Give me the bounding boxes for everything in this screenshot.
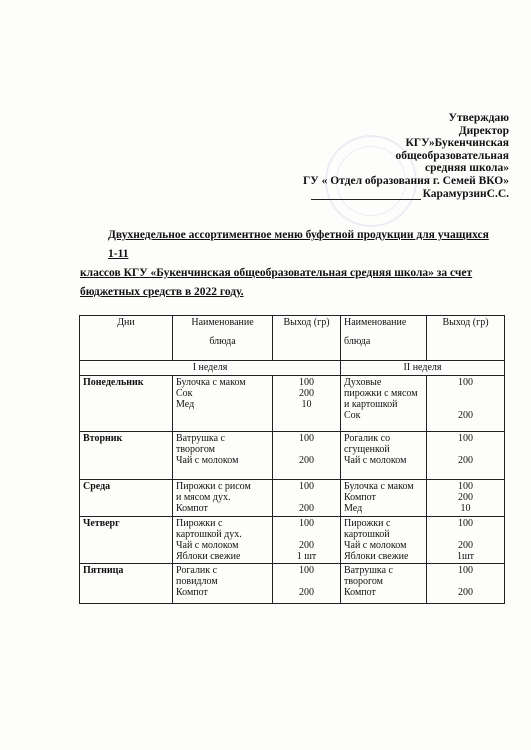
week1-output-line: 10 [301,399,312,410]
approval-line: Директор [458,124,509,137]
signer-name: КарамурзинС.С. [422,187,509,200]
week1-dish-line: Пирожки с [176,518,223,529]
day-cell [80,517,173,564]
week1-output-line [276,444,337,455]
week2-dish-line: Пирожки с [344,518,391,529]
day-label: Среда [83,481,111,492]
day-cell [80,480,173,517]
week1-dish-line: Булочка с маком [176,377,246,388]
week2-output-line: 100 [458,481,473,492]
week2-output [427,376,505,432]
week2-output-line: 100 [458,433,473,444]
approval-line: общеобразовательная [395,149,509,162]
week2-dish-line: творогом [344,576,384,587]
approval-line: средняя школа» [425,162,509,175]
week2-output [427,517,505,564]
menu-row [80,480,505,517]
week2-dish-line: Чай с молоком [344,455,407,466]
week2-output-line: 200 [458,455,473,466]
week1-dish [173,564,273,604]
approval-line: КГУ»Букенчинская [405,137,509,150]
week1-output-line: 100 [299,518,314,529]
menu-table [79,315,505,604]
week2-dish-line: Сок [344,410,361,421]
week2-output-line: 100 [458,565,473,576]
week1-output-line [276,576,337,587]
week2-output-line: 1шт [456,551,475,562]
week-row [80,361,505,376]
day-label: Вторник [83,433,123,444]
week2-output-line [430,388,501,399]
approval-line: Утверждаю [448,112,509,124]
week2-dish-line: Компот [344,492,376,503]
week1-dish-line: Мед [176,399,195,410]
week1-output-line: 1 шт [296,551,317,562]
title-line-2: классов КГУ «Букенчинская общеобразовательная средняя школа» за счет [80,267,473,279]
week1-output-line: 200 [299,455,314,466]
week2-dish-line: Ватрушка с [344,565,393,576]
document-title [80,226,490,302]
week2-output-line: 10 [460,503,471,514]
title-line-1: Двухнедельное ассортиментное меню буфетной продукции для учащихся 1-11 [108,229,489,260]
week2-dish [341,480,427,517]
week1-dish-line: Компот [176,503,208,514]
week2-dish-line: Чай с молоком [344,540,407,551]
week2-output-line [430,444,501,455]
header-name-1: Наименование блюда [173,316,273,361]
week1-output-line: 200 [299,587,314,598]
week1-output [273,432,341,480]
header-out-1: Выход (гр) [273,316,341,361]
header-row [80,316,505,361]
week1-output-line [276,529,337,540]
week1-dish-line: Рогалик с [176,565,218,576]
week2-dish [341,517,427,564]
week2-dish-line: пирожки с мясом [344,388,418,399]
week2-dish-line: Рогалик со [344,433,391,444]
menu-rows [80,376,505,604]
week1-dish-line: Пирожки с рисом [176,481,251,492]
week1-output [273,517,341,564]
week2-dish [341,432,427,480]
week2-dish-line: Яблоки свежие [344,551,409,562]
header-name-2: Наименование блюда [341,316,427,361]
day-label: Понедельник [83,377,144,388]
signature-blank [311,199,421,200]
day-cell [80,376,173,432]
week1-dish-line: Чай с молоком [176,540,239,551]
week1-dish-line: картошкой дух. [176,529,242,540]
week2-output-line [430,576,501,587]
week1-dish-line: Яблоки свежие [176,551,241,562]
week2-dish [341,376,427,432]
day-label: Пятница [83,565,124,576]
week-1-label: I неделя [80,361,341,376]
menu-row [80,432,505,480]
week2-output [427,480,505,517]
week1-output-line: 100 [299,433,314,444]
week1-output [273,480,341,517]
week2-dish-line: сгущенкой [344,444,390,455]
week-2-label: II неделя [341,361,505,376]
menu-row [80,564,505,604]
header-out-2: Выход (гр) [427,316,505,361]
title-line-3: бюджетных средств в 2022 году. [80,286,244,298]
week1-output [273,376,341,432]
approval-block [269,112,509,200]
week2-dish-line: картошкой [344,529,390,540]
week1-dish-line: Компот [176,587,208,598]
week2-output-line: 200 [458,540,473,551]
week1-output-line [276,492,337,503]
week2-output-line: 200 [458,410,473,421]
week2-output-line: 100 [458,518,473,529]
week1-dish-line: и мясом дух. [176,492,231,503]
week2-dish-line: и картошкой [344,399,398,410]
week2-output [427,432,505,480]
signature-line [269,188,509,201]
menu-row [80,376,505,432]
week2-dish-line: Духовые [344,377,382,388]
week1-dish [173,480,273,517]
day-label: Четверг [83,518,120,529]
week1-output-line: 100 [299,481,314,492]
week1-output [273,564,341,604]
week1-dish-line: повидлом [176,576,218,587]
week2-output-line: 100 [458,377,473,388]
week1-dish-line: творогом [176,444,216,455]
menu-row [80,517,505,564]
week1-output-line: 100 [299,377,314,388]
week1-output-line: 200 [299,540,314,551]
week1-dish-line: Чай с молоком [176,455,239,466]
week2-output-line: 200 [458,492,473,503]
week2-dish [341,564,427,604]
week1-dish [173,376,273,432]
week1-output-line: 200 [299,503,314,514]
week2-output-line: 200 [458,587,473,598]
week1-dish [173,432,273,480]
week2-dish-line: Мед [344,503,363,514]
approval-line: ГУ « Отдел образования г. Семей ВКО» [302,174,509,187]
menu-table-wrap [79,315,504,604]
week2-dish-line: Компот [344,587,376,598]
week2-dish-line: Булочка с маком [344,481,414,492]
week1-dish [173,517,273,564]
week1-dish-line: Сок [176,388,193,399]
week2-output-line [430,529,501,540]
week2-output [427,564,505,604]
header-days: Дни [80,316,173,361]
week2-output-line [430,399,501,410]
week1-output-line: 200 [299,388,314,399]
week1-dish-line: Ватрушка с [176,433,225,444]
week1-output-line: 100 [299,565,314,576]
day-cell [80,564,173,604]
day-cell [80,432,173,480]
